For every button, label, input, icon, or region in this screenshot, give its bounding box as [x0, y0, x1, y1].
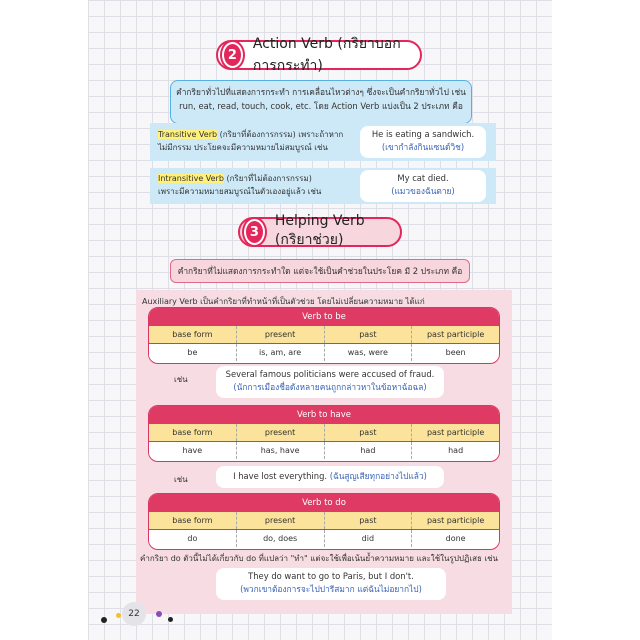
verb-form-cell: has, have: [236, 442, 324, 459]
intransitive-verb-term: Intransitive Verb: [158, 174, 224, 183]
verb-to-be-example-card: [216, 366, 444, 398]
verb-form-cell: is, am, are: [236, 344, 324, 361]
intransitive-verb-description: [158, 172, 358, 198]
column-header: present: [236, 512, 324, 529]
transitive-verb-desc-line-1: (กริยาที่ต้องการกรรม) เพราะถ้าหาก: [217, 130, 344, 139]
verb-form-cell: have: [182, 446, 203, 455]
column-header: present: [236, 424, 324, 441]
verb-to-do-example-en: They do want to go to Paris, but I don't.: [248, 571, 414, 581]
helping-verb-intro-text: คำกริยาที่ไม่แสดงการกระทำใด แต่จะใช้เป็นคำช่วยในประโยค มี 2 ประเภท คือ: [177, 266, 463, 276]
verb-to-be-example-en: Several famous politicians were accused of fraud.: [225, 369, 435, 379]
page-number: 22: [128, 609, 140, 619]
column-header: base form: [172, 516, 213, 525]
verb-to-be-forms-row: [149, 343, 499, 361]
section-3-title-pill: [238, 213, 402, 248]
verb-form-cell: be: [187, 348, 198, 357]
section-2-title-pill: [216, 36, 422, 74]
action-verb-intro-line-2: run, eat, read, touch, cook, etc. โดย Action Verb แบ่งเป็น 2 ประเภท คือ: [179, 101, 463, 111]
transitive-example-card: [360, 126, 486, 158]
verb-do-note: คำกริยา do ตัวนี้ไม่ได้เกี่ยวกับ do ที่แปลว่า "ทำ" แต่จะใช้เพื่อเน้นย้ำความหมาย และใช้ในรูปปฏิเสธ เช่น: [140, 554, 499, 563]
verb-to-do-example-th: (พวกเขาต้องการจะไปปารีสมาก แต่ฉันไม่อยากไป): [240, 584, 422, 594]
verb-to-have-forms-row: [149, 441, 499, 459]
example-label: เช่น: [174, 475, 188, 484]
verb-to-do-example-card: [216, 568, 446, 600]
transitive-verb-description: [158, 128, 358, 154]
column-header: past: [324, 326, 412, 343]
verb-form-cell: had: [324, 442, 412, 459]
intransitive-example-en: My cat died.: [397, 173, 449, 183]
column-header: past: [324, 424, 412, 441]
auxiliary-verb-lead: Auxiliary Verb เป็นคำกริยาที่ทำหน้าที่เป็นตัวช่วย โดยไม่เปลี่ยนความหมาย ได้แก่: [142, 297, 425, 306]
column-header: present: [236, 326, 324, 343]
intransitive-verb-desc-line-2: เพราะมีความหมายสมบูรณ์ในตัวเองอยู่แล้ว เช่น: [158, 187, 322, 196]
section-3-number-badge: 3: [244, 219, 265, 245]
verb-form-cell: did: [324, 530, 412, 547]
decorative-dot: [116, 613, 121, 618]
verb-to-do-table: [148, 493, 500, 550]
verb-to-have-column-headers: [149, 424, 499, 441]
verb-to-have-example-card: [216, 466, 444, 488]
verb-form-cell: been: [411, 344, 499, 361]
verb-form-cell: done: [411, 530, 499, 547]
verb-to-be-example-th: (นักการเมืองชื่อดังหลายคนถูกกล่าวหาในข้อหาฉ้อฉล): [233, 382, 427, 392]
action-verb-intro-box: [170, 80, 472, 124]
column-header: past: [324, 512, 412, 529]
verb-form-cell: do: [187, 534, 198, 543]
action-verb-intro-line-1: คำกริยาทั่วไปที่แสดงการกระทำ การเคลื่อนไหวต่างๆ ซึ่งจะเป็นคำกริยาทั่วไป เช่น: [176, 87, 466, 97]
verb-form-cell: do, does: [236, 530, 324, 547]
verb-to-do-title: Verb to do: [149, 494, 499, 512]
column-header: past participle: [411, 512, 499, 529]
intransitive-verb-desc-line-1: (กริยาที่ไม่ต้องการกรรม): [223, 174, 312, 183]
transitive-verb-desc-line-2: ไม่มีกรรม ประโยคจะมีความหมายไม่สมบูรณ์ เช่น: [158, 143, 328, 152]
verb-to-have-table: [148, 405, 500, 462]
page-number-badge: [122, 602, 146, 626]
column-header: base form: [172, 428, 213, 437]
transitive-example-th: (เขากำลังกินแซนด์วิช): [381, 142, 465, 152]
section-2-title: Action Verb (กริยาบอกการกระทำ): [252, 36, 401, 74]
decorative-dot: [101, 617, 107, 623]
verb-form-cell: had: [411, 442, 499, 459]
transitive-verb-term: Transitive Verb: [158, 130, 218, 139]
verb-to-be-column-headers: [149, 326, 499, 343]
verb-to-be-table: [148, 307, 500, 364]
verb-to-have-example-en: I have lost everything.: [233, 471, 328, 481]
verb-to-do-column-headers: [149, 512, 499, 529]
column-header: base form: [172, 330, 213, 339]
section-2-number-badge: 2: [222, 42, 243, 68]
decorative-dot: [168, 617, 173, 622]
helping-verb-intro-box: [170, 259, 470, 283]
verb-form-cell: was, were: [324, 344, 412, 361]
transitive-example-en: He is eating a sandwich.: [371, 129, 475, 139]
intransitive-example-card: [360, 170, 486, 202]
column-header: past participle: [411, 424, 499, 441]
column-header: past participle: [411, 326, 499, 343]
verb-to-have-title: Verb to have: [149, 406, 499, 424]
textbook-page: [88, 0, 552, 640]
verb-to-be-title: Verb to be: [149, 308, 499, 326]
intransitive-example-th: (แมวของฉันตาย): [391, 186, 455, 196]
example-label: เช่น: [174, 375, 188, 384]
verb-to-do-forms-row: [149, 529, 499, 547]
decorative-dot: [156, 611, 162, 617]
verb-to-have-example-th: (ฉันสูญเสียทุกอย่างไปแล้ว): [329, 471, 427, 481]
section-3-title: Helping Verb (กริยาช่วย): [274, 213, 365, 248]
